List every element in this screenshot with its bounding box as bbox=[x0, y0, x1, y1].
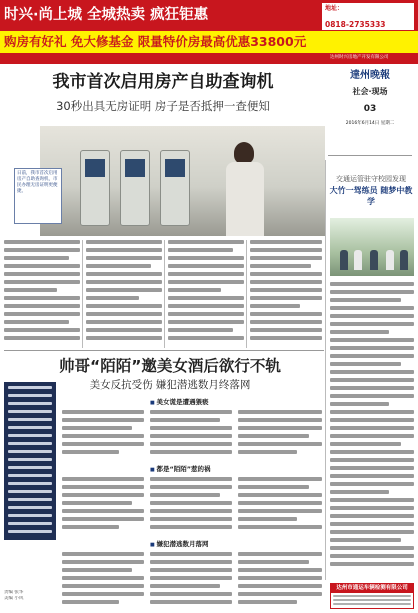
story2-text-3c bbox=[238, 552, 322, 608]
newspaper-logo: 達州晚報 bbox=[350, 70, 390, 81]
lead-text-col-4 bbox=[250, 240, 322, 348]
kiosk-machine bbox=[80, 150, 110, 226]
dark-editorial-box bbox=[4, 382, 56, 540]
story2-text-1c bbox=[238, 410, 322, 460]
sidebar-text bbox=[330, 282, 414, 578]
designer-credit: 美编 小风 bbox=[4, 596, 24, 601]
story2-text-3b bbox=[150, 552, 232, 608]
bottom-right-advertisement bbox=[330, 583, 414, 609]
story2-text-2b bbox=[150, 477, 232, 535]
issue-date: 2016年6月14日 星期二 bbox=[345, 121, 395, 126]
story2-headline: 帅哥“陌陌”邀美女酒后欲行不轨 bbox=[59, 357, 281, 375]
ad-promo-line: 购房有好礼 免大修基金 限量特价房最高优惠33800元 bbox=[0, 31, 418, 53]
story2-subhead-2: ■ 都是“陌陌”惹的祸 bbox=[150, 465, 260, 473]
page-number: 03 bbox=[363, 104, 377, 114]
kiosk-machine bbox=[160, 150, 190, 226]
lead-text-col-3 bbox=[168, 240, 244, 348]
lead-photo bbox=[40, 126, 325, 236]
sidebar-title: 大竹一驾练员 随梦中教学 bbox=[329, 186, 413, 206]
top-advertisement bbox=[0, 0, 418, 64]
story2-subhead: 美女反抗受伤 嫌犯潜逃数月终落网 bbox=[89, 379, 251, 391]
page-credits bbox=[4, 590, 84, 602]
masthead bbox=[326, 66, 414, 156]
lead-text-col-1 bbox=[4, 240, 80, 348]
bottom-ad-title: 达州市通运车辆检测有限公司 bbox=[331, 584, 413, 593]
story2-text-2a bbox=[62, 477, 144, 535]
sidebar-photo bbox=[330, 218, 414, 276]
lead-headline: 我市首次启用房产自助查询机 bbox=[52, 72, 274, 92]
ad-fine-print: 达州时兴房地产开发有限公司 bbox=[330, 55, 389, 60]
photo-caption: 日前，我市首次启用房产自助查询机，市民办理无房证明更便捷。 bbox=[14, 168, 62, 224]
lead-text-col-2 bbox=[86, 240, 162, 348]
woman-figure bbox=[222, 142, 266, 236]
story2-text-2c bbox=[238, 477, 322, 535]
story2-text-1b bbox=[150, 410, 232, 460]
ad-headline: 时兴·尚上城 全城热卖 疯狂钜惠 bbox=[4, 7, 209, 23]
story2-subhead-3: ■ 嫌犯潜逃数月落网 bbox=[150, 540, 260, 548]
kiosk-machine bbox=[120, 150, 150, 226]
story2-text-1a bbox=[62, 410, 144, 460]
ad-contact-box bbox=[322, 3, 414, 30]
masthead-divider bbox=[328, 155, 412, 156]
ad-contact-label: 地址： bbox=[325, 5, 344, 12]
section-name: 社会·现场 bbox=[352, 87, 388, 96]
ad-phone: 0818-2735333 bbox=[325, 20, 386, 29]
story2-subhead-1: ■ 美女谎是遭遇猥亵 bbox=[150, 398, 260, 406]
lead-subhead: 30秒出具无房证明 房子是否抵押一查便知 bbox=[56, 99, 270, 113]
editor-credit: 责编 张华 bbox=[4, 590, 24, 595]
sidebar-kicker: 交通运管驻守校园发现 bbox=[336, 175, 406, 183]
